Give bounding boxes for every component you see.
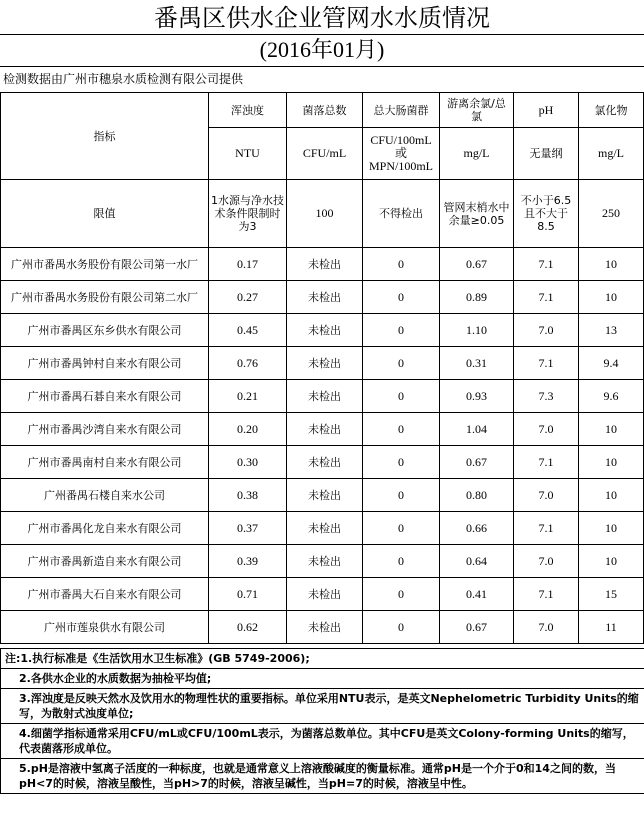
note-item: 3.浑浊度是反映天然水及饮用水的物理性状的重要指标。单位采用NTU表示，是英文Nephelometric Turbidity Units的缩写，为散射式浊度单位; — [1, 688, 644, 723]
limit-cell: 1水源与净水技术条件限制时为3 — [209, 180, 287, 248]
value-cell: 0 — [363, 413, 440, 446]
value-cell: 0.67 — [440, 248, 514, 281]
value-cell: 0.20 — [209, 413, 287, 446]
company-name: 广州市番禺沙湾自来水有限公司 — [1, 413, 209, 446]
table-row — [1, 380, 644, 413]
value-cell: 0 — [363, 578, 440, 611]
value-cell: 13 — [579, 314, 644, 347]
value-cell: 7.1 — [514, 281, 579, 314]
value-cell: 0.37 — [209, 512, 287, 545]
value-cell: 0.67 — [440, 611, 514, 644]
value-cell: 7.1 — [514, 347, 579, 380]
value-cell: 0 — [363, 281, 440, 314]
col-header: 浑浊度 — [209, 93, 287, 128]
value-cell: 7.1 — [514, 512, 579, 545]
value-cell: 0.27 — [209, 281, 287, 314]
value-cell: 0.38 — [209, 479, 287, 512]
value-cell: 0.45 — [209, 314, 287, 347]
value-cell: 1.10 — [440, 314, 514, 347]
limit-cell: 不小于6.5且不大于8.5 — [514, 180, 579, 248]
note-item: 注:1.执行标准是《生活饮用水卫生标准》(GB 5749-2006); — [1, 648, 644, 668]
company-name: 广州市番禺水务股份有限公司第二水厂 — [1, 281, 209, 314]
value-cell: 0.64 — [440, 545, 514, 578]
value-cell: 7.0 — [514, 545, 579, 578]
value-cell: 0.41 — [440, 578, 514, 611]
value-cell: 7.1 — [514, 446, 579, 479]
table-row — [1, 545, 644, 578]
value-cell: 7.1 — [514, 248, 579, 281]
value-cell: 0 — [363, 347, 440, 380]
unit-cell: mg/L — [440, 128, 514, 180]
value-cell: 未检出 — [287, 479, 363, 512]
value-cell: 未检出 — [287, 314, 363, 347]
value-cell: 7.0 — [514, 413, 579, 446]
page-subtitle: (2016年01月) — [259, 37, 385, 62]
divider — [0, 66, 644, 67]
value-cell: 10 — [579, 479, 644, 512]
table-row — [1, 281, 644, 314]
col-header: 菌落总数 — [287, 93, 363, 128]
value-cell: 0 — [363, 314, 440, 347]
data-source-note: 检测数据由广州市穗泉水质检测有限公司提供 — [3, 72, 244, 86]
col-header: 游离余氯/总氯 — [440, 93, 514, 128]
note-item: 2.各供水企业的水质数据为抽检平均值; — [1, 668, 644, 688]
limit-label: 限值 — [1, 180, 209, 248]
company-name: 广州市番禺水务股份有限公司第一水厂 — [1, 248, 209, 281]
value-cell: 0 — [363, 512, 440, 545]
table-row — [1, 347, 644, 380]
limit-cell: 管网末梢水中 余量≥0.05 — [440, 180, 514, 248]
limit-cell: 100 — [287, 180, 363, 248]
value-cell: 0 — [363, 248, 440, 281]
table-row — [1, 611, 644, 644]
value-cell: 0.21 — [209, 380, 287, 413]
value-cell: 未检出 — [287, 611, 363, 644]
value-cell: 0.80 — [440, 479, 514, 512]
water-quality-table — [0, 92, 644, 644]
limit-row — [1, 180, 644, 248]
value-cell: 0.62 — [209, 611, 287, 644]
col-header: 氯化物 — [579, 93, 644, 128]
value-cell: 0.76 — [209, 347, 287, 380]
value-cell: 10 — [579, 413, 644, 446]
value-cell: 10 — [579, 446, 644, 479]
value-cell: 未检出 — [287, 380, 363, 413]
value-cell: 0.39 — [209, 545, 287, 578]
value-cell: 0.71 — [209, 578, 287, 611]
value-cell: 9.6 — [579, 380, 644, 413]
value-cell: 7.1 — [514, 578, 579, 611]
table-row — [1, 413, 644, 446]
value-cell: 0.89 — [440, 281, 514, 314]
table-row — [1, 248, 644, 281]
value-cell: 0 — [363, 545, 440, 578]
value-cell: 未检出 — [287, 545, 363, 578]
value-cell: 未检出 — [287, 347, 363, 380]
note-item: 5.pH是溶液中氢离子活度的一种标度，也就是通常意义上溶液酸碱度的衡量标准。通常pH是一个介于0和14之间的数，当pH<7的时候，溶液呈酸性，当pH>7的时候，溶液呈碱性，当pH=7的时候，溶液呈中性。 — [1, 758, 644, 793]
unit-cell: 无量纲 — [514, 128, 579, 180]
table-row — [1, 512, 644, 545]
value-cell: 7.0 — [514, 314, 579, 347]
company-name: 广州市番禺区东乡供水有限公司 — [1, 314, 209, 347]
company-name: 广州市番禺南村自来水有限公司 — [1, 446, 209, 479]
header-row — [1, 93, 644, 128]
col-header: pH — [514, 93, 579, 128]
limit-cell: 不得检出 — [363, 180, 440, 248]
table-row — [1, 578, 644, 611]
value-cell: 未检出 — [287, 446, 363, 479]
page-title: 番禺区供水企业管网水水质情况 — [154, 4, 490, 32]
value-cell: 10 — [579, 281, 644, 314]
value-cell: 11 — [579, 611, 644, 644]
company-name: 广州番禺石楼自来水公司 — [1, 479, 209, 512]
table-row — [1, 479, 644, 512]
value-cell: 未检出 — [287, 413, 363, 446]
company-name: 广州市番禺大石自来水有限公司 — [1, 578, 209, 611]
value-cell: 7.3 — [514, 380, 579, 413]
value-cell: 1.04 — [440, 413, 514, 446]
value-cell: 0.30 — [209, 446, 287, 479]
value-cell: 0.93 — [440, 380, 514, 413]
value-cell: 9.4 — [579, 347, 644, 380]
unit-cell: mg/L — [579, 128, 644, 180]
value-cell: 0.17 — [209, 248, 287, 281]
value-cell: 7.0 — [514, 611, 579, 644]
notes-section — [0, 648, 644, 794]
unit-cell: NTU — [209, 128, 287, 180]
value-cell: 未检出 — [287, 578, 363, 611]
unit-cell: CFU/100mL 或 MPN/100mL — [363, 128, 440, 180]
company-name: 广州市莲泉供水有限公司 — [1, 611, 209, 644]
unit-cell: CFU/mL — [287, 128, 363, 180]
company-name: 广州市番禺石碁自来水有限公司 — [1, 380, 209, 413]
value-cell: 0.31 — [440, 347, 514, 380]
value-cell: 未检出 — [287, 512, 363, 545]
value-cell: 15 — [579, 578, 644, 611]
value-cell: 0 — [363, 380, 440, 413]
company-name: 广州市番禺新造自来水有限公司 — [1, 545, 209, 578]
value-cell: 0.66 — [440, 512, 514, 545]
value-cell: 0 — [363, 611, 440, 644]
note-item: 4.细菌学指标通常采用CFU/mL或CFU/100mL表示，为菌落总数单位。其中CFU是英文Colony-forming Units的缩写，代表菌落形成单位。 — [1, 723, 644, 758]
value-cell: 0 — [363, 446, 440, 479]
table-row — [1, 446, 644, 479]
table-row — [1, 314, 644, 347]
value-cell: 7.0 — [514, 479, 579, 512]
limit-cell: 250 — [579, 180, 644, 248]
value-cell: 10 — [579, 512, 644, 545]
value-cell: 0 — [363, 479, 440, 512]
indicator-header: 指标 — [1, 93, 209, 180]
value-cell: 0.67 — [440, 446, 514, 479]
company-name: 广州市番禺钟村自来水有限公司 — [1, 347, 209, 380]
col-header: 总大肠菌群 — [363, 93, 440, 128]
value-cell: 未检出 — [287, 281, 363, 314]
value-cell: 10 — [579, 545, 644, 578]
value-cell: 10 — [579, 248, 644, 281]
company-name: 广州市番禺化龙自来水有限公司 — [1, 512, 209, 545]
value-cell: 未检出 — [287, 248, 363, 281]
